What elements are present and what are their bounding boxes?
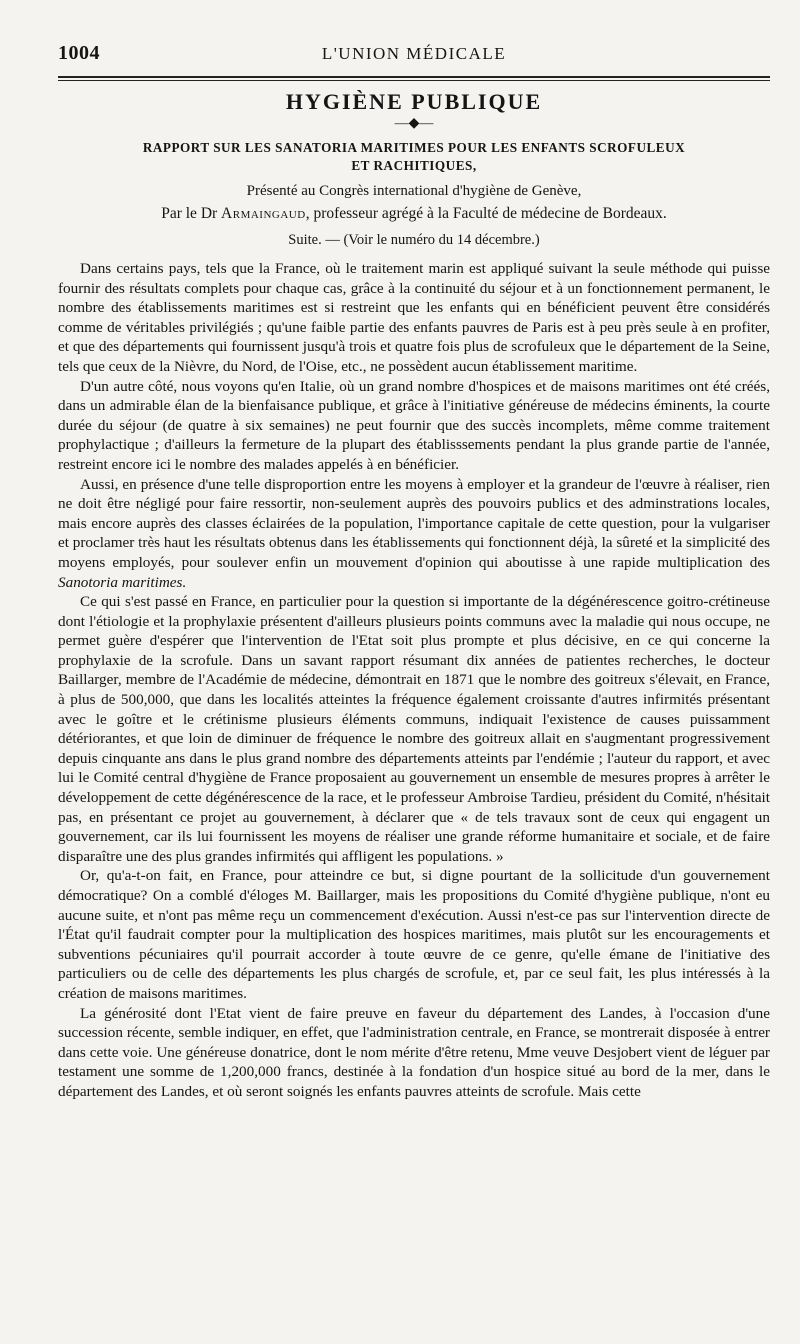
paragraph-2: D'un autre côté, nous voyons qu'en Italie, où un grand nombre d'hospices et de maisons maritimes ont été créés, dans un admirable élan de la bienfaisance publique, et grâce à l'initiative généreuse de médecins éminents, la courte durée du séjour (de quatre à six semaines) ne peut fournir que des succès incomplets, même comme traitement prophylactique ; d'ailleurs la fermeture de la plupart des établisssements pendant la plus grande partie de l'année, restreint encore ici le nombre des malades appelés à en bénéficier. [58, 377, 770, 473]
running-header [58, 42, 770, 72]
author-name: Armaingaud [221, 205, 306, 222]
author-prefix: Par le Dr [161, 205, 222, 222]
paragraph-1: Dans certains pays, tels que la France, où le traitement marin est appliqué suivant la seule méthode qui puisse fournir des résultats complets pour chaque cas, grâce à la continuité du séjour et à un fonctionnement permanent, le nombre des établissements maritimes est si restreint que les enfants qui en bénéficient peuvent être considérés comme de véritables privilégiés ; qu'une faible partie des enfants pauvres de Paris est à peu près seule à en profiter, et que des départements qui fournissent jusqu'à trois et quatre fois plus de scrofuleux que le département de la Seine, tels que ceux de la Nièvre, du Nord, de l'Oise, etc., ne possèdent aucun établissement maritime. [58, 260, 770, 375]
article-body [58, 259, 770, 1102]
continuation-note: Suite. — (Voir le numéro du 14 décembre.) [288, 232, 540, 248]
author-line [58, 202, 770, 225]
paragraph-3-text: Aussi, en présence d'une telle disproportion entre les moyens à employer et la grandeur de l'œuvre à réaliser, rien ne doit être négligé pour faire ressortir, non-seulement auprès des pouvoirs publics et des adminstrations locales, mais encore auprès des classes éclairées de la population, l'importance capitale de cette question, pour la vulgariser et proclamer très haut les résultats obtenus dans les établissements qui fonctionnent déjà, la sûreté et la simplicité des moyens employés, pour soulever enfin un mouvement d'opinion qui aboutisse à une rapide multiplication des [58, 475, 770, 571]
section-title: HYGIÈNE PUBLIQUE [285, 89, 543, 114]
ornament-divider: ―◆― [394, 116, 434, 131]
paragraph-6: La générosité dont l'Etat vient de faire preuve en faveur du département des Landes, à l'occasion d'une succession récente, semble indiquer, en effet, que l'administration centrale, en France, se montrerait disposée à entrer dans cette voie. Une généreuse donatrice, dont le nom mérite d'être retenu, Mme veuve Desjobert vient de léguer par testament une somme de 1,200,000 francs, destinée à la fondation d'un hospice situé au bord de la mer, dans le département des Landes, et où seront soignés les enfants pauvres atteints de scrofule. Mais cette [58, 1004, 770, 1100]
journal-title: L'UNION MÉDICALE [321, 44, 507, 63]
paragraph-4: Ce qui s'est passé en France, en particulier pour la question si importante de la dégénérescence goitro-crétineuse dont l'étiologie et la prophylaxie présentent d'ailleurs plusieurs points communs avec la maladie qui nous occupe, ne permet guère d'espérer que l'intervention de l'Etat soit plus prompte et plus décisive, en ce qui concerne la prophylaxie de la scrofule. Dans un savant rapport résumant dix années de patientes recherches, le docteur Baillarger, membre de l'Académie de médecine, démontrait en 1871 que le nombre des goitreux s'élevait, en France, à plus de 500,000, que dans les localités atteintes la fréquence également croissante d'autres infirmités présentant avec le goître et le crétinisme plusieurs éléments communs, indiquait l'existence de causes puissamment détériorantes, et que loin de diminuer de fréquence le nombre des goitreux allait en s'augmentant progressivement depuis cinquante ans dans le plus grand nombre des départements atteints par l'endémie ; l'auteur du rapport, et avec lui le Comité central d'hygiène de France proposaient au gouvernement un ensemble de mesures propres à arrêter le développement de cette dégénérescence de la race, et le professeur Ambroise Tardieu, président du Comité, n'hésitait pas, en présentant ce projet au gouvernement, à déclarer que « de tels travaux sont de ceux qui engagent un gouvernement, car ils lui fournissent les moyens de réaliser une grande réforme humanitaire et sociale, et de faire disparaître une des plus grandes infirmités qui affligent les populations. » [58, 593, 770, 865]
paragraph-5: Or, qu'a-t-on fait, en France, pour atteindre ce but, si digne pourtant de la sollicitude d'un gouvernement démocratique? On a comblé d'éloges M. Baillarger, mais les propositions du Comité d'hygiène publique, n'ont eu aucune suite, et n'ont pas même reçu un commencement d'exécution. Aussi n'est-ce pas sur l'intervention directe de l'État qu'il faudrait compter pour la multiplication des hospices maritimes, mais plutôt sur les encouragements et subventions pécuniaires qu'il pourrait accorder à toute œuvre de ce genre, qu'elle émane de l'initiative des particuliers ou de celle des départements les plus chargés de scrofule, et, par ce seul fait, les plus intéressés à la création de maisons maritimes. [58, 867, 770, 1002]
author-suffix: , professeur agrégé à la Faculté de médecine de Bordeaux. [305, 205, 667, 222]
header-rule [58, 76, 770, 81]
article-title-line1: RAPPORT SUR LES SANATORIA MARITIMES POUR LES ENFANTS SCROFULEUX [142, 140, 686, 155]
page-number: 1004 [58, 42, 100, 64]
paragraph-3-italic: Sanotoria maritimes. [58, 573, 187, 591]
article-title [58, 139, 770, 175]
presented-line: Présenté au Congrès international d'hygiène de Genève, [246, 183, 582, 199]
article-title-line2: ET RACHITIQUES, [351, 158, 477, 173]
paragraph-3 [58, 475, 770, 593]
